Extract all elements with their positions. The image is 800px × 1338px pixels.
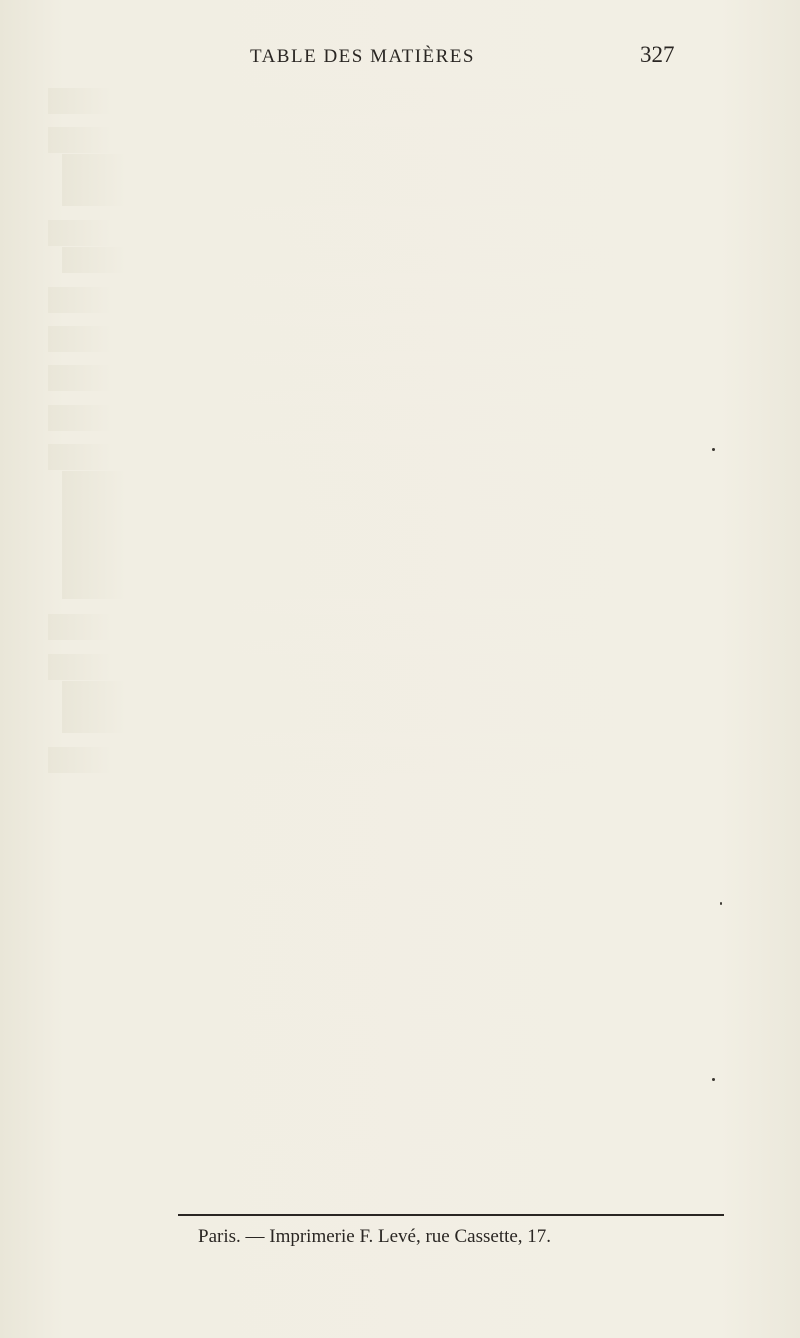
toc-entry-page [48, 220, 705, 246]
toc-entry [48, 88, 705, 114]
footer-rule [178, 1214, 724, 1216]
toc-entry [48, 326, 705, 352]
toc-entry [62, 707, 705, 733]
toc-entry-page [62, 471, 705, 497]
toc-entry-page [62, 180, 705, 206]
toc-entry [48, 405, 705, 431]
page-header [0, 44, 800, 76]
toc-entry [62, 497, 705, 523]
toc-entry-page [62, 247, 705, 273]
ink-speck [712, 1078, 715, 1081]
toc-entry-page [48, 614, 705, 640]
toc-entry [62, 180, 705, 206]
toc-entry [48, 287, 705, 313]
toc-entry [62, 471, 705, 497]
toc-entry-page [62, 548, 705, 574]
ink-speck [712, 448, 715, 451]
toc-entry-page [62, 681, 705, 707]
toc-entry-page [48, 127, 705, 153]
toc-entry [62, 154, 705, 180]
ink-speck [720, 902, 722, 905]
toc-entry-page [48, 326, 705, 352]
toc-entry [48, 444, 705, 470]
toc-entry-page [48, 747, 705, 773]
toc-entry-page [48, 654, 705, 680]
toc-entry [62, 522, 705, 548]
toc-entry [62, 548, 705, 574]
page-number: 327 [640, 42, 675, 67]
toc-entry-page [48, 444, 705, 470]
toc-section [48, 654, 705, 680]
toc-entry-page [62, 497, 705, 523]
toc-entry-page [48, 405, 705, 431]
toc-entry [62, 573, 705, 599]
toc-entry-page [62, 154, 705, 180]
toc-entry-page [62, 707, 705, 733]
toc-entry-page [62, 573, 705, 599]
toc-section [48, 747, 705, 773]
toc-entry [62, 247, 705, 273]
toc-entry [48, 365, 705, 391]
toc-entry-page [62, 522, 705, 548]
running-title: TABLE DES MATIÈRES [250, 46, 475, 67]
toc-section [48, 614, 705, 640]
toc-entry [48, 127, 705, 153]
toc-entry-page [48, 88, 705, 114]
toc-entry-page [48, 365, 705, 391]
toc-entry [62, 681, 705, 707]
toc-entry-page [48, 287, 705, 313]
printer-imprint: Paris. — Imprimerie F. Levé, rue Cassette, 17. [198, 1226, 552, 1247]
toc-entry [48, 220, 705, 246]
